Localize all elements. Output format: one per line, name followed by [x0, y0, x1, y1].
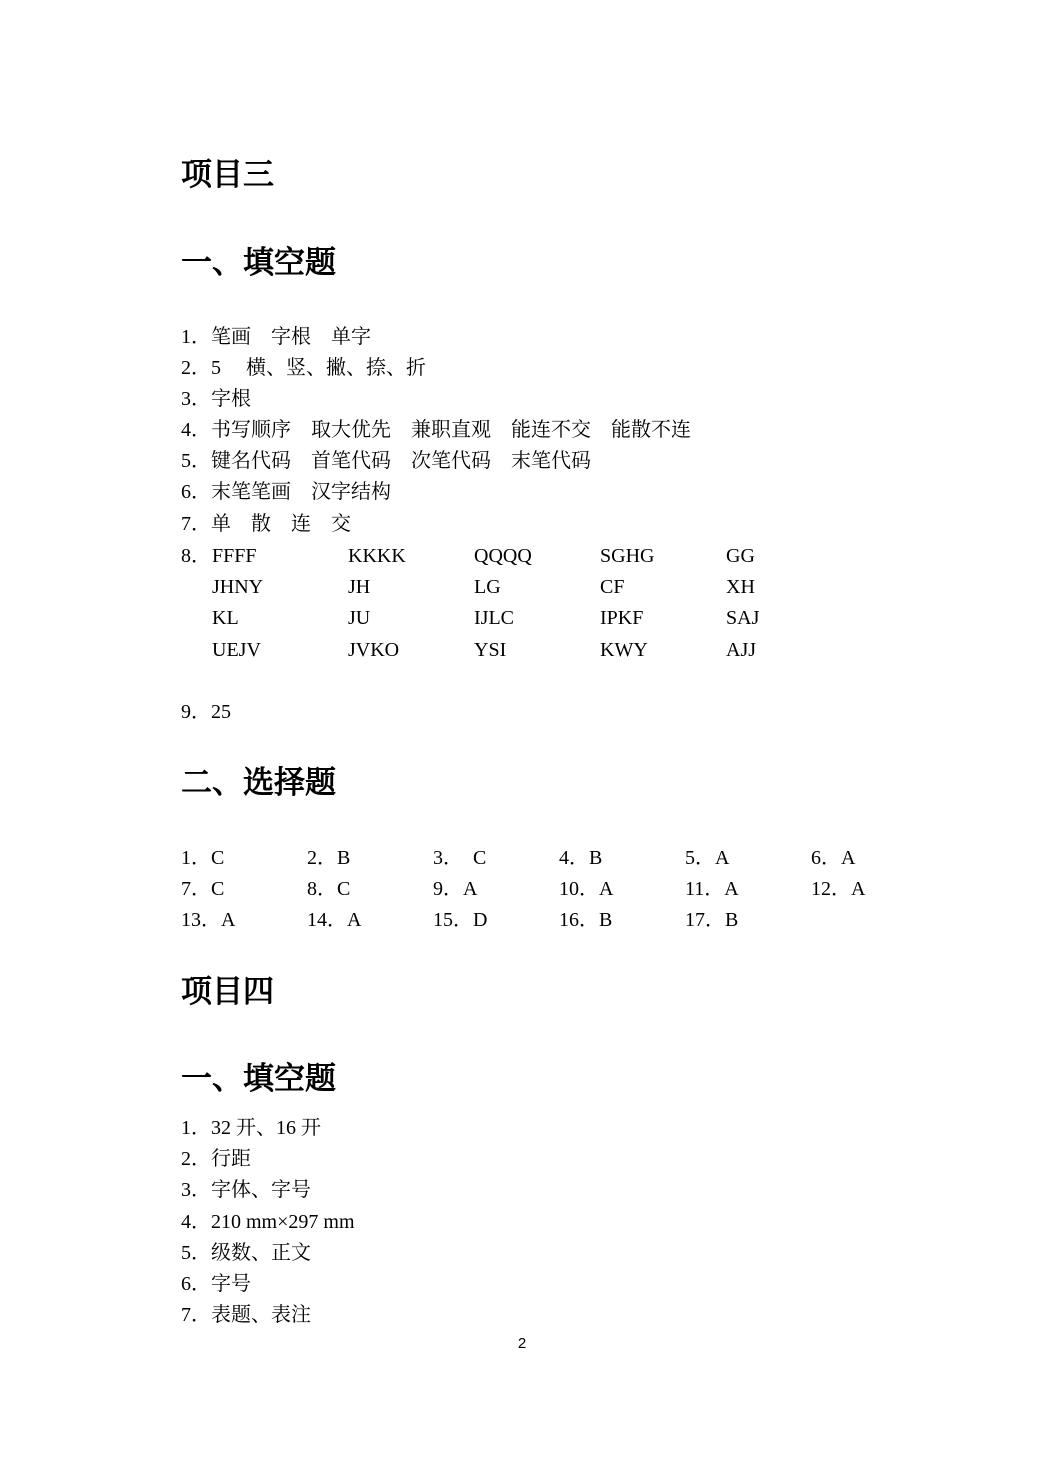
- p3-fill-item-7: 7．单 散 连 交: [181, 513, 351, 535]
- section-title-project3: 项目三: [181, 157, 274, 193]
- choice-answer: 2．B: [307, 847, 351, 869]
- q8-cell: XH: [726, 576, 755, 598]
- section-title-p3-choice: 二、选择题: [181, 765, 336, 801]
- p4-fill-item-5: 5．级数、正文: [181, 1242, 311, 1264]
- p3-q8-label: 8．: [181, 545, 211, 567]
- choice-answer: 5．A: [685, 847, 730, 869]
- q8-cell: GG: [726, 545, 755, 567]
- q8-cell: LG: [474, 576, 501, 598]
- q8-cell: KWY: [600, 639, 648, 661]
- q8-cell: FFFF: [212, 545, 257, 567]
- choice-answer: 1．C: [181, 847, 225, 869]
- choice-answer: 6．A: [811, 847, 856, 869]
- p3-fill-item-1: 1．笔画 字根 单字: [181, 326, 371, 348]
- page-number: 2: [517, 1335, 527, 1352]
- p3-fill-item-2: 2．5 横、竖、撇、捺、折: [181, 357, 426, 379]
- choice-answer: 11．A: [685, 878, 739, 900]
- section-title-project4: 项目四: [181, 974, 274, 1010]
- q8-cell: JU: [348, 607, 371, 629]
- p4-fill-item-3: 3．字体、字号: [181, 1179, 311, 1201]
- p4-fill-item-2: 2．行距: [181, 1148, 251, 1170]
- q8-cell: JVKO: [348, 639, 400, 661]
- p3-fill-item-3: 3．字根: [181, 388, 251, 410]
- q8-cell: KKKK: [348, 545, 406, 567]
- p3-fill-item-4: 4．书写顺序 取大优先 兼职直观 能连不交 能散不连: [181, 419, 691, 441]
- q8-cell: QQQQ: [474, 545, 532, 567]
- q8-cell: JH: [348, 576, 371, 598]
- p4-fill-item-4: 4．210 mm×297 mm: [181, 1211, 355, 1233]
- choice-answer: 15．D: [433, 909, 488, 931]
- choice-answer: 10．A: [559, 878, 614, 900]
- choice-answer: 7．C: [181, 878, 225, 900]
- choice-answer: 13．A: [181, 909, 236, 931]
- q8-cell: AJJ: [726, 639, 757, 661]
- choice-answer: 3． C: [433, 847, 487, 869]
- q8-cell: CF: [600, 576, 625, 598]
- q8-cell: UEJV: [212, 639, 261, 661]
- choice-answer: 16．B: [559, 909, 613, 931]
- p4-fill-item-1: 1．32 开、16 开: [181, 1117, 321, 1139]
- choice-answer: 12．A: [811, 878, 866, 900]
- p3-fill-item-9: 9．25: [181, 701, 231, 723]
- q8-cell: SAJ: [726, 607, 760, 629]
- q8-cell: IPKF: [600, 607, 644, 629]
- q8-cell: YSI: [474, 639, 507, 661]
- p3-fill-item-6: 6．末笔笔画 汉字结构: [181, 481, 391, 503]
- q8-cell: KL: [212, 607, 239, 629]
- choice-answer: 9．A: [433, 878, 478, 900]
- p3-fill-item-5: 5．键名代码 首笔代码 次笔代码 末笔代码: [181, 450, 591, 472]
- q8-cell: SGHG: [600, 545, 655, 567]
- choice-answer: 4．B: [559, 847, 603, 869]
- choice-answer: 14．A: [307, 909, 362, 931]
- choice-answer: 8．C: [307, 878, 351, 900]
- section-title-p3-fill: 一、填空题: [181, 245, 336, 281]
- q8-cell: IJLC: [474, 607, 514, 629]
- section-title-p4-fill: 一、填空题: [181, 1061, 336, 1097]
- p4-fill-item-7: 7．表题、表注: [181, 1304, 311, 1326]
- choice-answer: 17．B: [685, 909, 739, 931]
- p4-fill-item-6: 6．字号: [181, 1273, 251, 1295]
- q8-cell: JHNY: [212, 576, 264, 598]
